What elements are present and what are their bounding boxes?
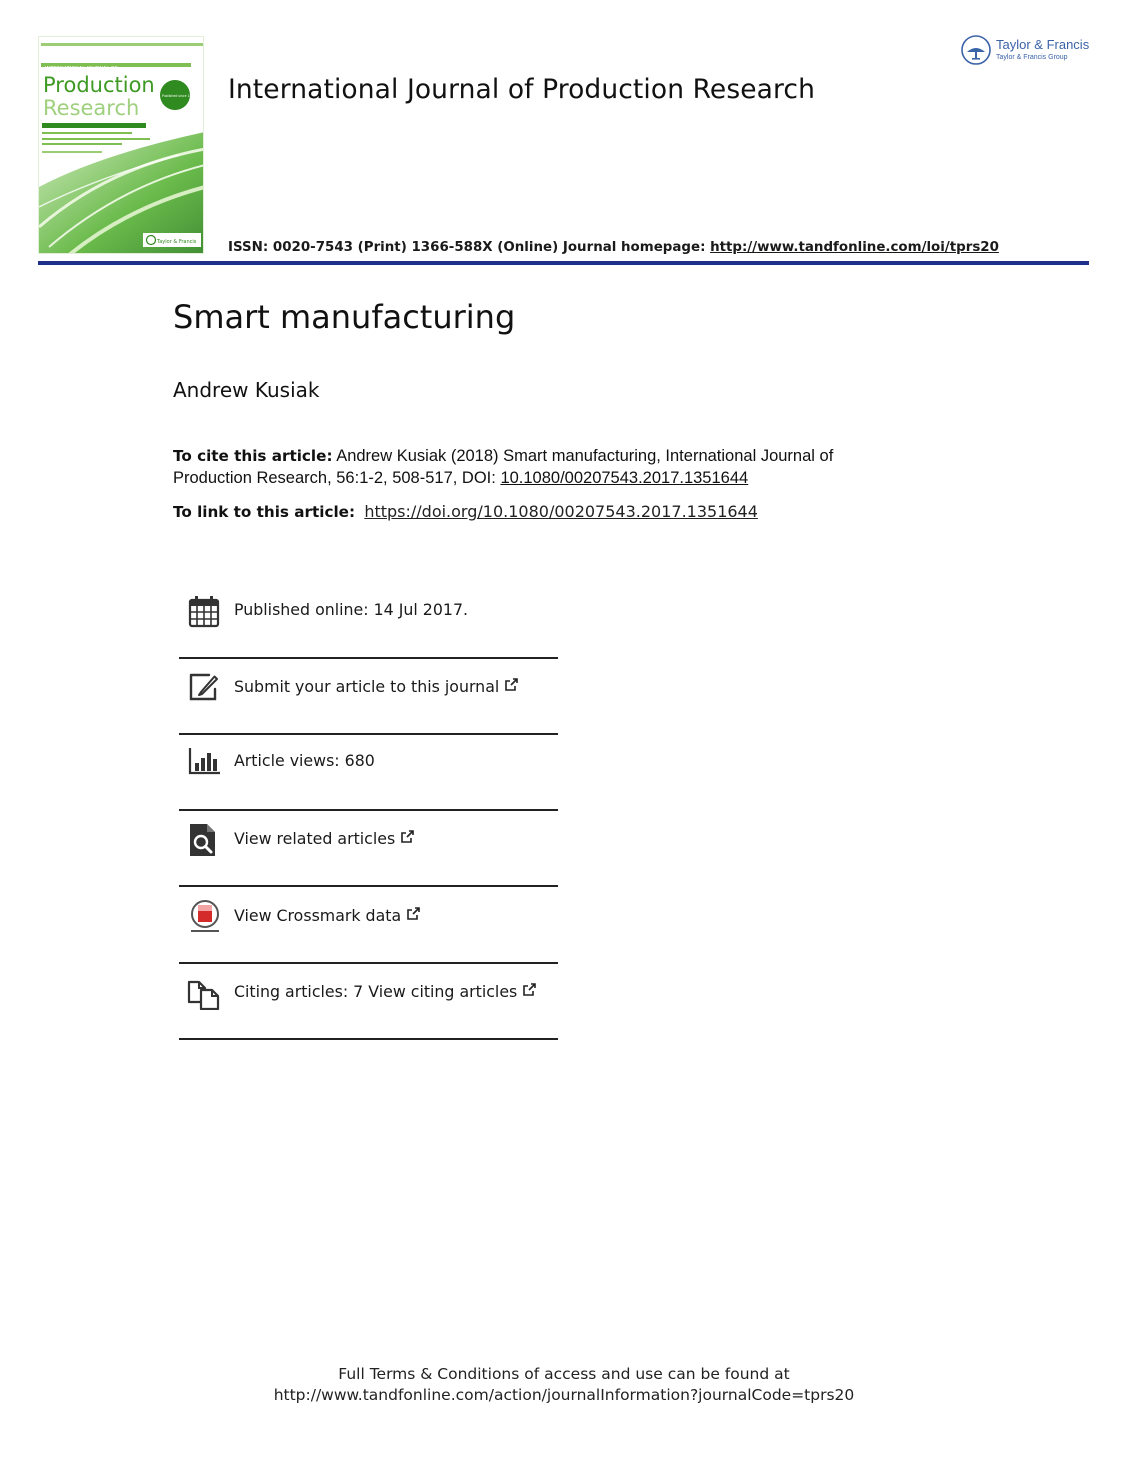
journal-homepage-link[interactable]: http://www.tandfonline.com/loi/tprs20 [710,240,999,255]
citation-text: Andrew Kusiak (2018) Smart manufacturing, International Journal of Production Research, 56:1-2, 508-517, DOI: [173,447,834,487]
related-articles-link[interactable] [234,829,414,848]
row-divider [179,885,558,887]
citation-doi-link[interactable]: 10.1080/00207543.2017.1351644 [500,469,749,487]
row-divider [179,962,558,964]
citing-articles-label: Citing articles: 7 View citing articles [234,982,518,1001]
cover-publisher: Taylor & Francis [157,239,197,245]
external-link-icon [400,829,414,843]
terms-footer [0,1364,1128,1406]
issn-text: ISSN: 0020-7543 (Print) 1366-588X (Online) Journal homepage: [228,240,706,255]
cover-title-line1: Production [43,73,155,97]
article-doi-link[interactable]: https://doi.org/10.1080/00207543.2017.1351644 [364,502,758,521]
submit-article-link[interactable] [234,677,518,696]
publisher-logo-name: Taylor & Francis [996,37,1090,52]
submit-article-label: Submit your article to this journal [234,677,500,696]
publisher-logo-group: Taylor & Francis Group [996,54,1068,61]
cover-header: INTERNATIONAL JOURNAL OF [45,66,118,72]
journal-cover-image [38,36,204,254]
journal-title: International Journal of Production Research [228,74,815,105]
crossmark-icon [187,900,221,934]
article-title: Smart manufacturing [173,298,516,336]
header-divider [38,261,1089,265]
external-link-icon [406,906,420,920]
citation-label: To cite this article: [173,447,333,465]
copy-icon [187,976,221,1010]
citation-block [173,445,913,489]
row-divider [179,1038,558,1040]
row-divider [179,733,558,735]
edit-icon [187,671,221,705]
crossmark-link[interactable] [234,906,420,925]
calendar-icon [187,594,221,628]
bar-chart-icon [187,745,221,779]
terms-url[interactable]: http://www.tandfonline.com/action/journalInformation?journalCode=tprs20 [273,1386,855,1404]
crossmark-label: View Crossmark data [234,906,402,925]
related-articles-label: View related articles [234,829,396,848]
external-link-icon [522,982,536,996]
row-divider [179,657,558,659]
publisher-logo[interactable] [960,34,1092,66]
article-link-label: To link to this article: [173,503,356,521]
cover-badge: Published since 1961 [162,94,196,98]
row-divider [179,809,558,811]
search-document-icon [187,823,221,857]
cover-title-line2: Research [43,96,140,120]
issn-line [228,240,999,255]
article-author: Andrew Kusiak [173,378,320,402]
terms-text: Full Terms & Conditions of access and use can be found at [338,1365,790,1383]
article-views-text: Article views: 680 [234,751,375,770]
citing-articles-link[interactable] [234,982,536,1001]
published-date-text: Published online: 14 Jul 2017. [234,600,469,619]
article-link-line [173,502,758,521]
external-link-icon [504,677,518,691]
